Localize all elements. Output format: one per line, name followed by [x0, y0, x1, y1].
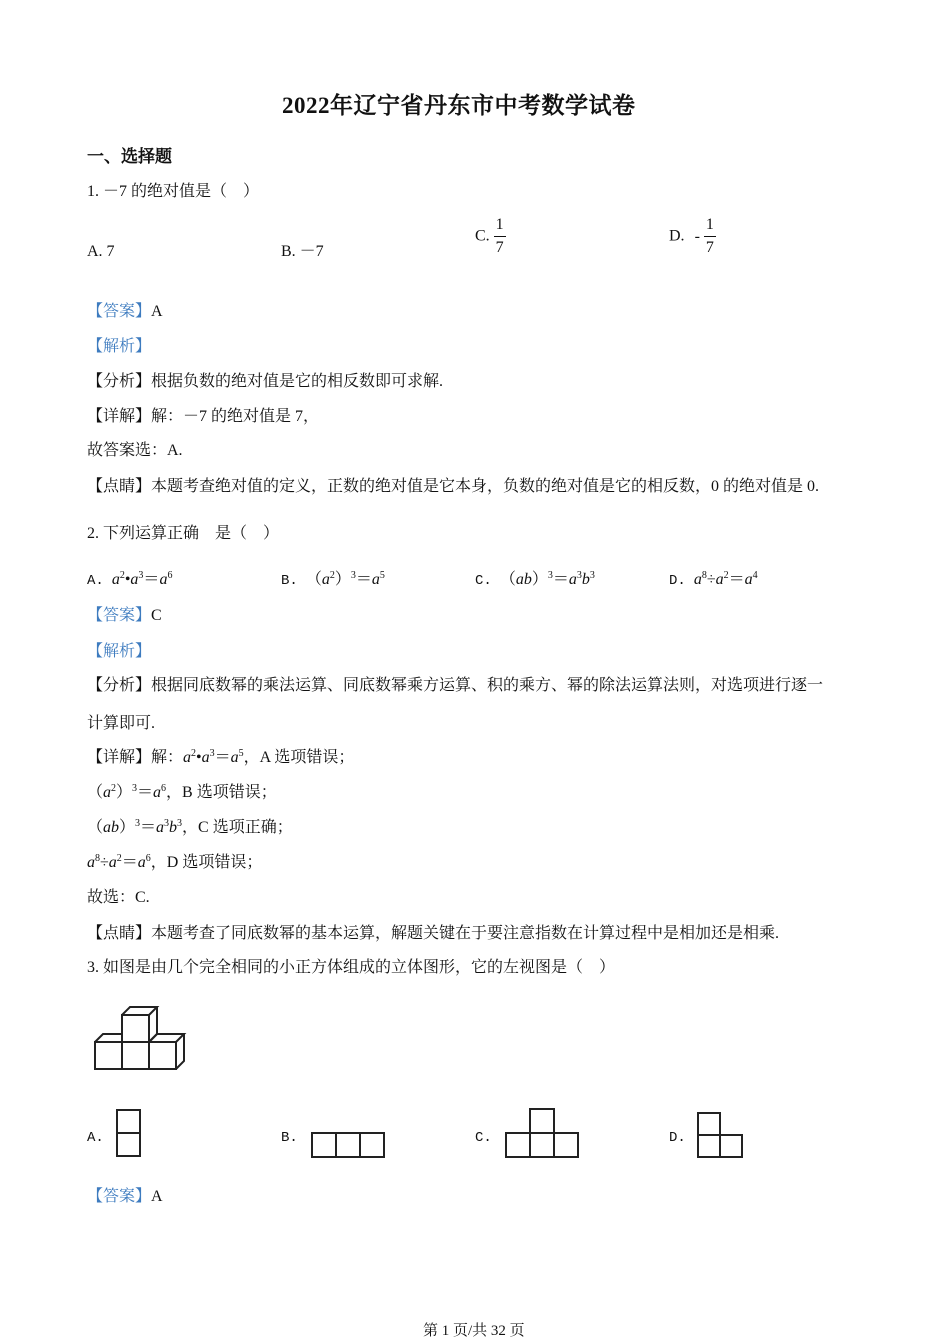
q1-option-c-fraction: [494, 217, 506, 256]
q2-xiangjie-prefix: 解：: [151, 749, 184, 766]
q1-fenxi-text: 根据负数的绝对值是它的相反数即可求解.: [151, 373, 444, 390]
q1-stem: 1. －7 的绝对值是（ ）: [87, 183, 260, 200]
fenxi-tag: 【分析】: [87, 373, 152, 390]
q1-conclusion: 故答案选：A.: [87, 442, 183, 459]
xiangjie-tag: 【详解】: [87, 408, 152, 425]
section-heading: 一、选择题: [87, 147, 172, 166]
q2-answer: [87, 608, 162, 624]
q1-option-d-label: D.: [669, 227, 685, 245]
fenxi-tag: 【分析】: [87, 677, 152, 694]
q1-option-d-numerator: 1: [704, 217, 716, 237]
q2-option-a: A. $a^2•a^3=a^6$: [87, 570, 173, 589]
q2-option-b: B. $(a^2)^3=a^5$: [281, 570, 385, 589]
q1-option-c-numerator: 1: [494, 217, 506, 237]
q2-answer-value: C: [151, 607, 162, 624]
q2-jiexi-tag: 【解析】: [87, 643, 152, 660]
q3-option-a-figure: [116, 1109, 146, 1159]
q1-answer: [87, 304, 163, 320]
q1-jiexi-tag: 【解析】: [87, 338, 152, 355]
q3-option-b-figure: [311, 1132, 391, 1162]
answer-tag: 【答案】: [87, 607, 152, 624]
q1-dianjing: [87, 479, 819, 495]
q1-option-c-denominator: 7: [495, 239, 504, 256]
q3-answer: [87, 1189, 163, 1205]
xiangjie-tag: 【详解】: [87, 749, 152, 766]
q2-xiangjie: 【详解】解：$a^2•a^3=a^5$，A 选项错误；: [87, 748, 355, 766]
q2-option-c: C. $(ab)^3=a^3b^3$: [475, 570, 595, 589]
q1-option-d: [669, 217, 716, 256]
q1-answer-value: A: [151, 303, 163, 320]
q2-fenxi-cont: 计算即可.: [87, 715, 156, 732]
q2-dianjing: [87, 926, 779, 942]
q2-line-b-tail: ，B 选项错误；: [166, 784, 277, 801]
q1-option-d-fraction: [704, 217, 716, 256]
q3-option-d-figure: [697, 1112, 757, 1167]
q2-conclusion: 故选：C.: [87, 889, 150, 906]
page-footer: 第 1 页/共 32 页: [423, 1323, 525, 1339]
q2-line-d: $a^8\div a^2=a^6$，D 选项错误；: [87, 853, 263, 871]
q2-line-b: $(a^2)^3=a^6$，B 选项错误；: [87, 783, 277, 801]
q1-option-d-sign: -: [694, 227, 700, 245]
q2-dianjing-text: 本题考查了同底数幂的基本运算，解题关键在于要注意指数在计算过程中是相加还是相乘.: [151, 925, 780, 942]
q3-option-a-label: A.: [87, 1130, 104, 1146]
q3-option-d-label: D.: [669, 1130, 686, 1146]
q2-fenxi: [87, 678, 823, 694]
q3-solid-figure: [90, 1002, 190, 1077]
q2-stem: 2. 下列运算正确 是（ ）: [87, 525, 280, 542]
q1-xiangjie-text: 解：－7 的绝对值是 7，: [151, 408, 320, 425]
dianjing-tag: 【点睛】: [87, 925, 152, 942]
q1-option-b: B. －7: [281, 243, 324, 260]
q3-option-c-figure: [505, 1108, 585, 1163]
answer-tag: 【答案】: [87, 1188, 152, 1205]
q2-option-d: D. $a^8\div a^2=a^4$: [669, 570, 758, 589]
q3-stem: 3. 如图是由几个完全相同的小正方体组成的立体图形，它的左视图是（ ）: [87, 959, 616, 976]
dianjing-tag: 【点睛】: [87, 478, 152, 495]
q1-option-d-denominator: 7: [705, 239, 714, 256]
q1-dianjing-text: 本题考查绝对值的定义，正数的绝对值是它本身，负数的绝对值是它的相反数，0 的绝对值是 0.: [151, 478, 820, 495]
q3-option-b-label: B.: [281, 1130, 298, 1146]
q3-option-c-label: C.: [475, 1130, 492, 1146]
q1-option-c-label: C.: [475, 227, 490, 245]
q2-line-d-tail: ，D 选项错误；: [150, 854, 263, 871]
page-title: 2022年辽宁省丹东市中考数学试卷: [282, 93, 636, 118]
q2-line-c: $(ab)^3=a^3b^3$，C 选项正确；: [87, 818, 293, 836]
q2-fenxi-text-1: 根据同底数幂的乘法运算、同底数幂乘方运算、积的乘方、幂的除法运算法则，对选项进行逐一: [151, 677, 824, 694]
q2-line-a-tail: ，A 选项错误；: [243, 749, 355, 766]
q1-option-a: A. 7: [87, 243, 115, 260]
q2-line-c-tail: ，C 选项正确；: [182, 819, 293, 836]
answer-tag: 【答案】: [87, 303, 152, 320]
q1-option-c: [475, 217, 506, 256]
q1-xiangjie: [87, 409, 319, 425]
q3-answer-value: A: [151, 1188, 163, 1205]
q1-fenxi: [87, 374, 443, 390]
